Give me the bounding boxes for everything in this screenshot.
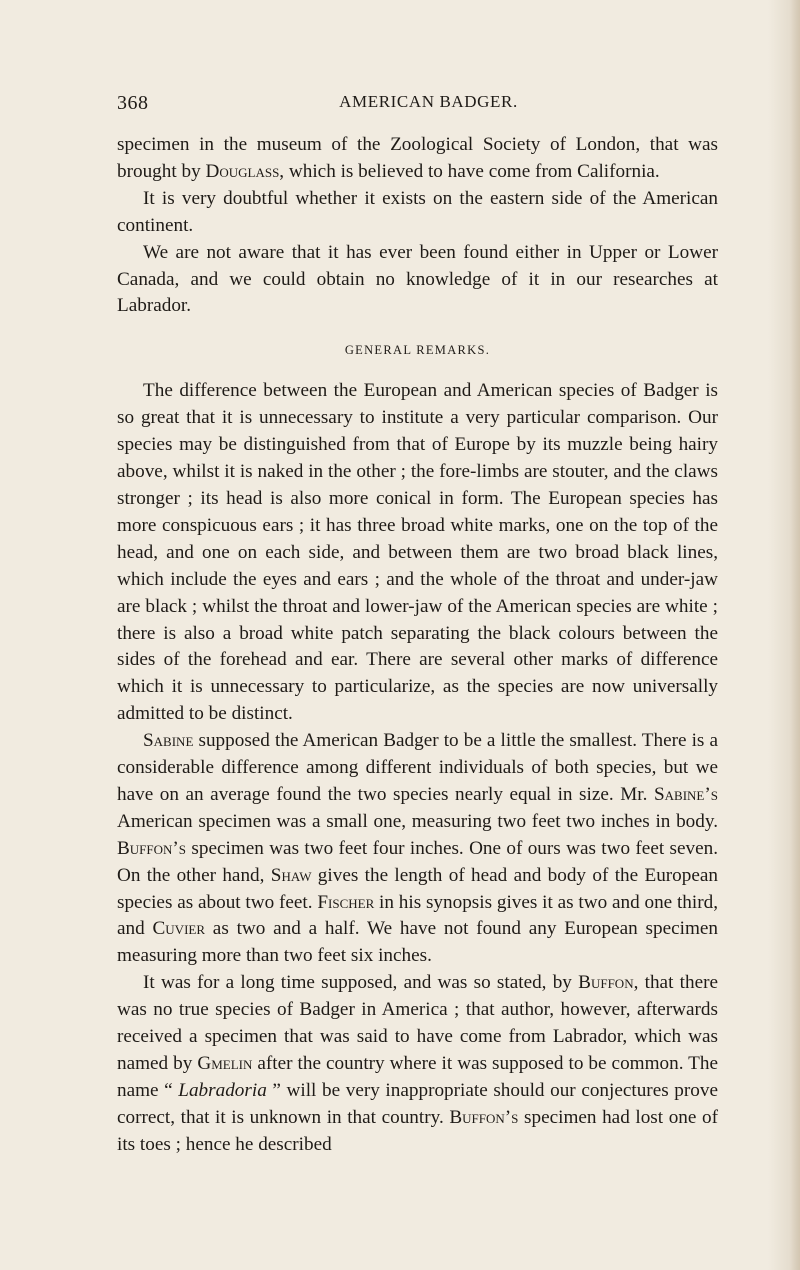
name-buffons: Buffon’s [449,1106,519,1128]
paragraph: The difference between the European and American species of Badger is so great that it is unnecessary to institute a very particular comparison. Our species may be distinguished from that of Europe by its muzzle being hairy above, whilst it is naked in the other ; the fore-limbs are stouter, and the claws stronger ; its head is also more conical in form. The European species has more conspicuous ears ; it has three broad white marks, one on the top of the head, and one on each side, and between them are two broad black lines, which include the eyes and ears ; and the whole of the throat and under-jaw are black ; whilst the throat and lower-jaw of the American species are white ; there is also a broad white patch separating the black colours between the sides of the forehead and ear. There are several other marks of difference which it is unnecessary to particularize, as the species are now universally admitted to be distinct. [117,380,718,725]
running-title: AMERICAN BADGER. [339,92,518,111]
name-buffons: Buffon’s [117,837,187,859]
text-run: supposed the American Badger to be a little the smallest. There is a considerable difference among different individuals of both species, but we have on an average found the two species nearly equal in size. Mr. [117,730,718,805]
name-douglass: Douglass [205,160,280,182]
name-buffon: Buffon [578,972,634,994]
text-run: as two and a half. We have not found any European specimen measuring more than two feet six inches. [117,918,718,967]
name-gmelin: Gmelin [197,1053,253,1074]
running-header [117,92,718,120]
text-run: It was for a long time supposed, and was so stated, by [143,972,579,994]
name-sabines: Sabine’s [653,783,718,805]
paragraph [117,728,718,970]
section-heading: GENERAL REMARKS. [344,343,491,358]
text-run: American specimen was a small one, measuring two feet two inches in body. [117,810,718,832]
text-run: gives the length of head and body of the European species as about two feet. [117,864,718,913]
text-run: after the country where it was supposed to be common. The name “ [117,1053,719,1101]
page-number: 368 [117,92,149,114]
text-run: in his synopsis gives it as two and one third, and [117,891,719,940]
name-fischer: Fischer [317,891,375,913]
paragraph: It is very doubtful whether it exists on the eastern side of the American continent. [117,187,718,236]
paragraph [117,970,718,1158]
text-run: , that there was no true species of Badger in America ; that author, however, afterwards received a specimen that was said to have come from Labrador, which was named by [117,972,718,1074]
text-run: ” will be very inappropriate should our conjectures prove correct, that it is unknown in that country. [117,1079,718,1128]
text-run: specimen in the museum of the Zoological Society of London, that was brought by [117,134,718,182]
name-cuvier: Cuvier [152,918,206,940]
paragraph-continued [117,132,718,186]
name-shaw: Shaw [270,864,312,886]
text-run: specimen was two feet four inches. One of ours was two feet seven. On the other hand, [117,837,718,886]
name-sabine: Sabine [143,730,194,752]
name-labradoria: Labradoria [178,1079,267,1101]
text-run: specimen had lost one of its toes ; hence he described [117,1106,718,1155]
paragraph: We are not aware that it has ever been found either in Upper or Lower Canada, and we could obtain no knowledge of it in our researches at Labrador. [117,241,718,317]
text-run: , which is believed to have come from California. [279,160,660,182]
page-edge-shadow [790,0,800,1270]
body-text [117,132,718,1159]
